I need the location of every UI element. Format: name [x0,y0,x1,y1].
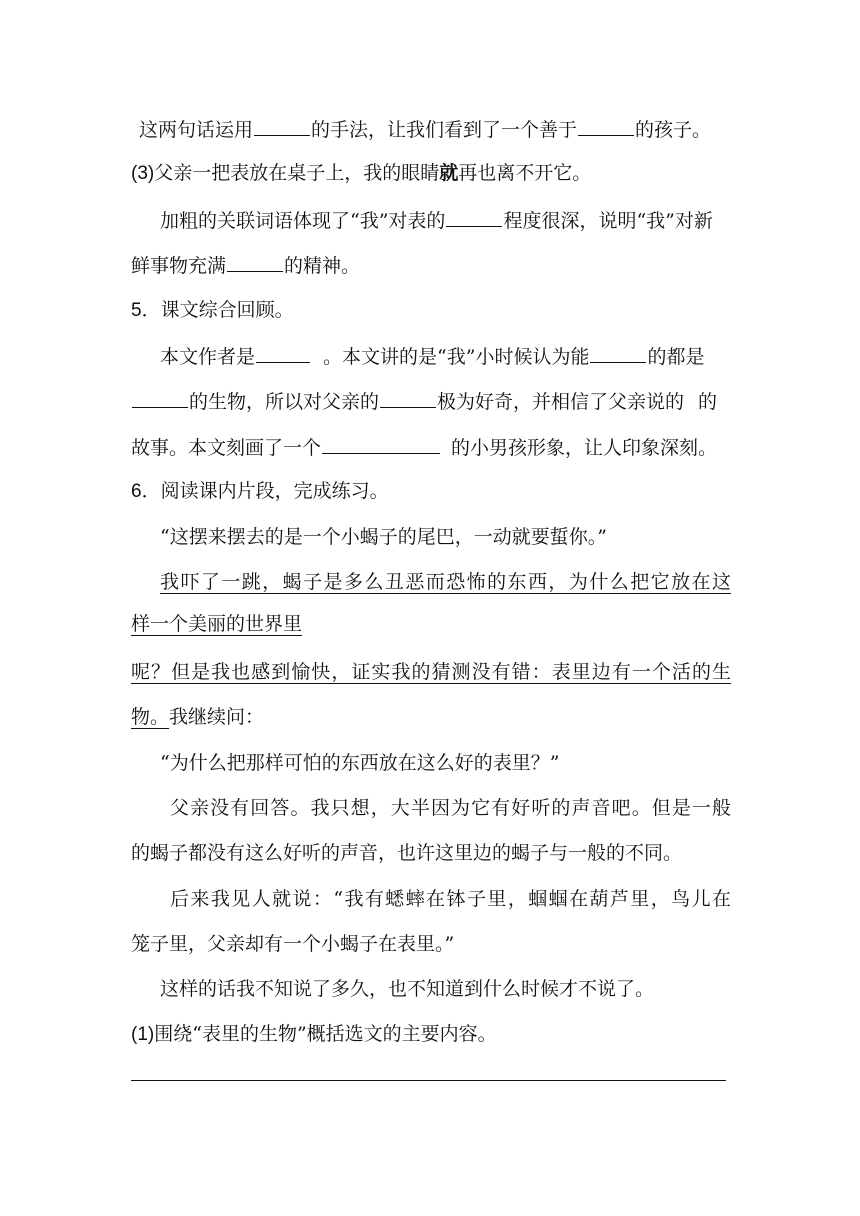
text: 围绕“表里的生物”概括选文的主要内容。 [154,1023,497,1045]
text: 的孩子。 [635,119,712,141]
text: 本文作者是 [160,346,256,368]
text: 鲜事物充满 [131,255,227,277]
text-line [131,433,731,461]
fill-blank[interactable] [590,342,646,363]
answer-line[interactable] [131,1080,726,1081]
text: 我继续问： [169,706,265,728]
fill-blank[interactable] [446,206,502,227]
question-6 [131,478,731,505]
text: 的 [698,391,718,413]
text: 故事。本文刻画了一个 [131,437,322,459]
fill-blank[interactable] [256,342,310,363]
fill-blank[interactable] [227,251,283,272]
text: 课文综合回顾。 [160,299,294,321]
text: 。本文讲的是“我”小时候认为能 [323,346,590,368]
passage-line: 的蝎子都没有这么好听的声音，也许这里边的蝎子与一般的不同。 [131,842,683,864]
passage-line: 父亲没有回答。我只想，大半因为它有好听的声音吧。但是一般 [170,797,731,819]
passage-line [131,704,731,730]
fill-blank[interactable] [254,115,310,136]
fill-blank[interactable] [578,115,634,136]
text: 加粗的关联词语体现了“我”对表的 [160,210,446,232]
text: 这两句话运用 [139,119,254,141]
text: 的手法，让我们看到了一个善于 [311,119,578,141]
text: 的小男孩形象，让人印象深刻。 [451,437,718,459]
underlined-sentence: 物。 [131,706,170,728]
passage-line: 笼子里，父亲却有一个小蝎子在表里。” [131,933,455,955]
question-number: 5． [131,300,161,321]
fill-blank[interactable] [132,387,188,408]
question-5 [131,297,731,324]
fill-blank[interactable] [380,387,436,408]
passage-line: “为什么把那样可怕的东西放在这么好的表里？” [160,752,560,774]
question-3 [131,160,731,187]
passage-line: 这样的话我不知说了多久，也不知道到什么时候才不说了。 [160,978,655,1000]
question-6-1 [131,1021,731,1048]
text-line [160,206,731,234]
text: 的都是 [647,346,705,368]
underlined-sentence: 样一个美丽的世界里 [131,613,303,635]
fill-blank[interactable] [322,433,440,454]
text-line [139,115,731,143]
passage-line: 后来我见人就说：“我有蟋蟀在钵子里，蝈蝈在葫芦里，鸟儿在 [170,888,731,910]
underlined-sentence: 我吓了一跳，蝎子是多么丑恶而恐怖的东西，为什么把它放在这 [160,571,731,593]
text: 阅读课内片段，完成练习。 [160,480,389,502]
question-number: (1) [131,1024,155,1045]
text: 父亲一把表放在桌子上，我的眼睛 [154,162,440,184]
text-line [131,251,731,279]
text: 再也离不开它。 [458,162,592,184]
bold-word: 就 [439,162,459,184]
text: 极为好奇，并相信了父亲说的 [437,391,685,413]
text: 的精神。 [284,255,361,277]
text-line [160,342,731,370]
passage-line: “这摆来摆去的是一个小蝎子的尾巴，一动就要蜇你。” [160,526,607,548]
text: 的生物，所以对父亲的 [189,391,380,413]
text: 程度很深，说明“我”对新 [503,210,713,232]
text-line [131,387,731,415]
underlined-sentence: 呢？但是我也感到愉快，证实我的猜测没有错：表里边有一个活的生 [131,661,731,683]
question-number: (3) [131,163,155,184]
question-number: 6． [131,481,161,502]
